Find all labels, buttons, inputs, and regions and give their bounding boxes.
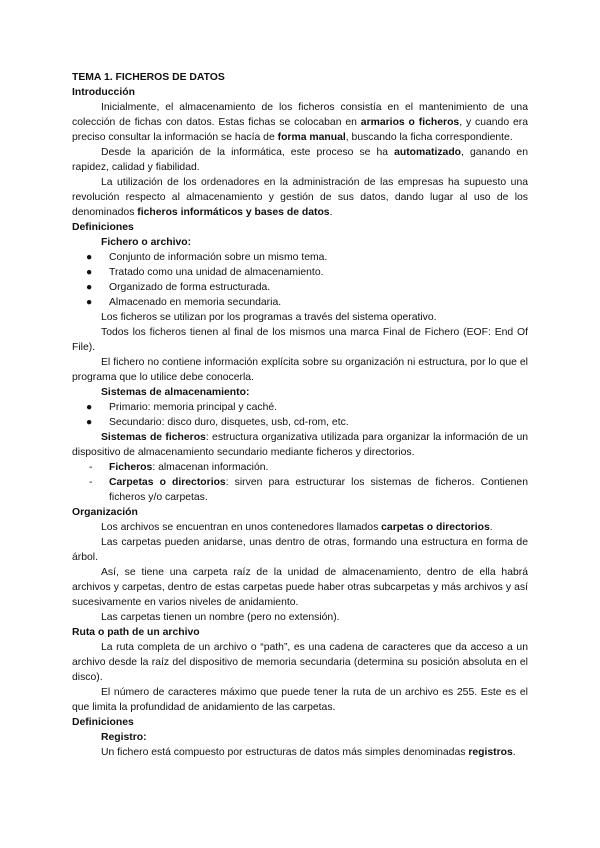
organizacion-paragraph-2: Las carpetas pueden anidarse, unas dentro de otras, formando una estructura en forma de árbol.: [72, 537, 528, 563]
ruta-paragraph-2: El número de caracteres máximo que puede tener la ruta de un archivo es 255. Este es el que limita la profundidad de anidamiento de las carpetas.: [72, 687, 528, 713]
section-heading-definiciones-2: Definiciones: [72, 717, 134, 728]
section-heading-ruta: Ruta o path de un archivo: [72, 627, 200, 638]
list-item: ● Tratado como una unidad de almacenamiento.: [86, 267, 324, 278]
bullet-icon: ●: [86, 417, 93, 428]
fichero-bullet-list: [72, 250, 528, 310]
almacenamiento-bullet-list: [72, 400, 528, 430]
list-item: ● Primario: memoria principal y caché.: [86, 402, 278, 413]
paragraph-eof: Todos los ficheros tienen al final de los mismos una marca Final de Fichero (EOF: End Of File).: [72, 327, 528, 353]
list-item: - Ficheros: almacenan información.: [89, 462, 269, 473]
paragraph-organizacion-info: El fichero no contiene información explícita sobre su organización ni estructura, por lo que el programa que lo utilice debe conocerla.: [72, 357, 528, 383]
dash-list: [72, 460, 528, 505]
intro-paragraph-2: Desde la aparición de la informática, este proceso se ha automatizado, ganando en rapidez, calidad y fiabilidad.: [72, 147, 528, 173]
list-item: - Carpetas o directorios: sirven para estructurar los sistemas de ficheros. Contienen ficheros y/o carpetas.: [89, 477, 528, 503]
subheading-sistemas-almacenamiento: Sistemas de almacenamiento:: [101, 387, 250, 398]
list-item: ● Almacenado en memoria secundaria.: [86, 297, 282, 308]
intro-paragraph-3: La utilización de los ordenadores en la administración de las empresas ha supuesto una revolución respecto al almacenamiento y gestión de sus datos, dando lugar al uso de los denominados ficheros informáticos y bases de datos.: [72, 177, 528, 218]
organizacion-paragraph-4: Las carpetas tienen un nombre (pero no extensión).: [101, 612, 340, 623]
document-title: TEMA 1. FICHEROS DE DATOS: [72, 72, 225, 83]
subheading-fichero: Fichero o archivo:: [101, 237, 192, 248]
organizacion-paragraph-1: Los archivos se encuentran en unos contenedores llamados carpetas o directorios.: [101, 522, 493, 533]
list-item: ● Secundario: disco duro, disquetes, usb, cd-rom, etc.: [86, 417, 349, 428]
section-heading-introduccion: Introducción: [72, 87, 135, 98]
subheading-registro: Registro:: [101, 732, 147, 743]
intro-paragraph-1: Inicialmente, el almacenamiento de los ficheros consistía en el mantenimiento de una colección de fichas con datos. Estas fichas se colocaban en armarios o ficheros, y cuando era preciso consultar la información se hacía de forma manual, buscando la ficha correspondiente.: [72, 102, 528, 143]
list-item: ● Organizado de forma estructurada.: [86, 282, 271, 293]
section-heading-organizacion: Organización: [72, 507, 138, 518]
bullet-icon: ●: [86, 252, 93, 263]
dash-marker: -: [89, 462, 93, 473]
ruta-paragraph-1: La ruta completa de un archivo o “path”, es una cadena de caracteres que da acceso a un archivo desde la raíz del dispositivo de memoria secundaria (determina su posición absoluta en el disco).: [72, 642, 528, 683]
organizacion-paragraph-3: Así, se tiene una carpeta raíz de la unidad de almacenamiento, dentro de ella habrá archivos y carpetas, dentro de estas carpetas puede haber otras subcarpetas y más archivos y así sucesivamente en varios niveles de anidamiento.: [72, 567, 528, 608]
bullet-icon: ●: [86, 267, 93, 278]
document-page: [72, 70, 528, 760]
registro-paragraph: Un fichero está compuesto por estructuras de datos más simples denominadas registros.: [101, 747, 516, 758]
dash-marker: -: [89, 477, 93, 488]
bullet-icon: ●: [86, 402, 93, 413]
paragraph-sistemas-ficheros: Sistemas de ficheros: estructura organizativa utilizada para organizar la información de un dispositivo de almacenamiento secundario mediante ficheros y directorios.: [72, 432, 528, 458]
section-heading-definiciones: Definiciones: [72, 222, 134, 233]
bullet-icon: ●: [86, 282, 93, 293]
paragraph-sistema-operativo: Los ficheros se utilizan por los programas a través del sistema operativo.: [101, 312, 437, 323]
list-item: ● Conjunto de información sobre un mismo tema.: [86, 252, 328, 263]
bullet-icon: ●: [86, 297, 93, 308]
